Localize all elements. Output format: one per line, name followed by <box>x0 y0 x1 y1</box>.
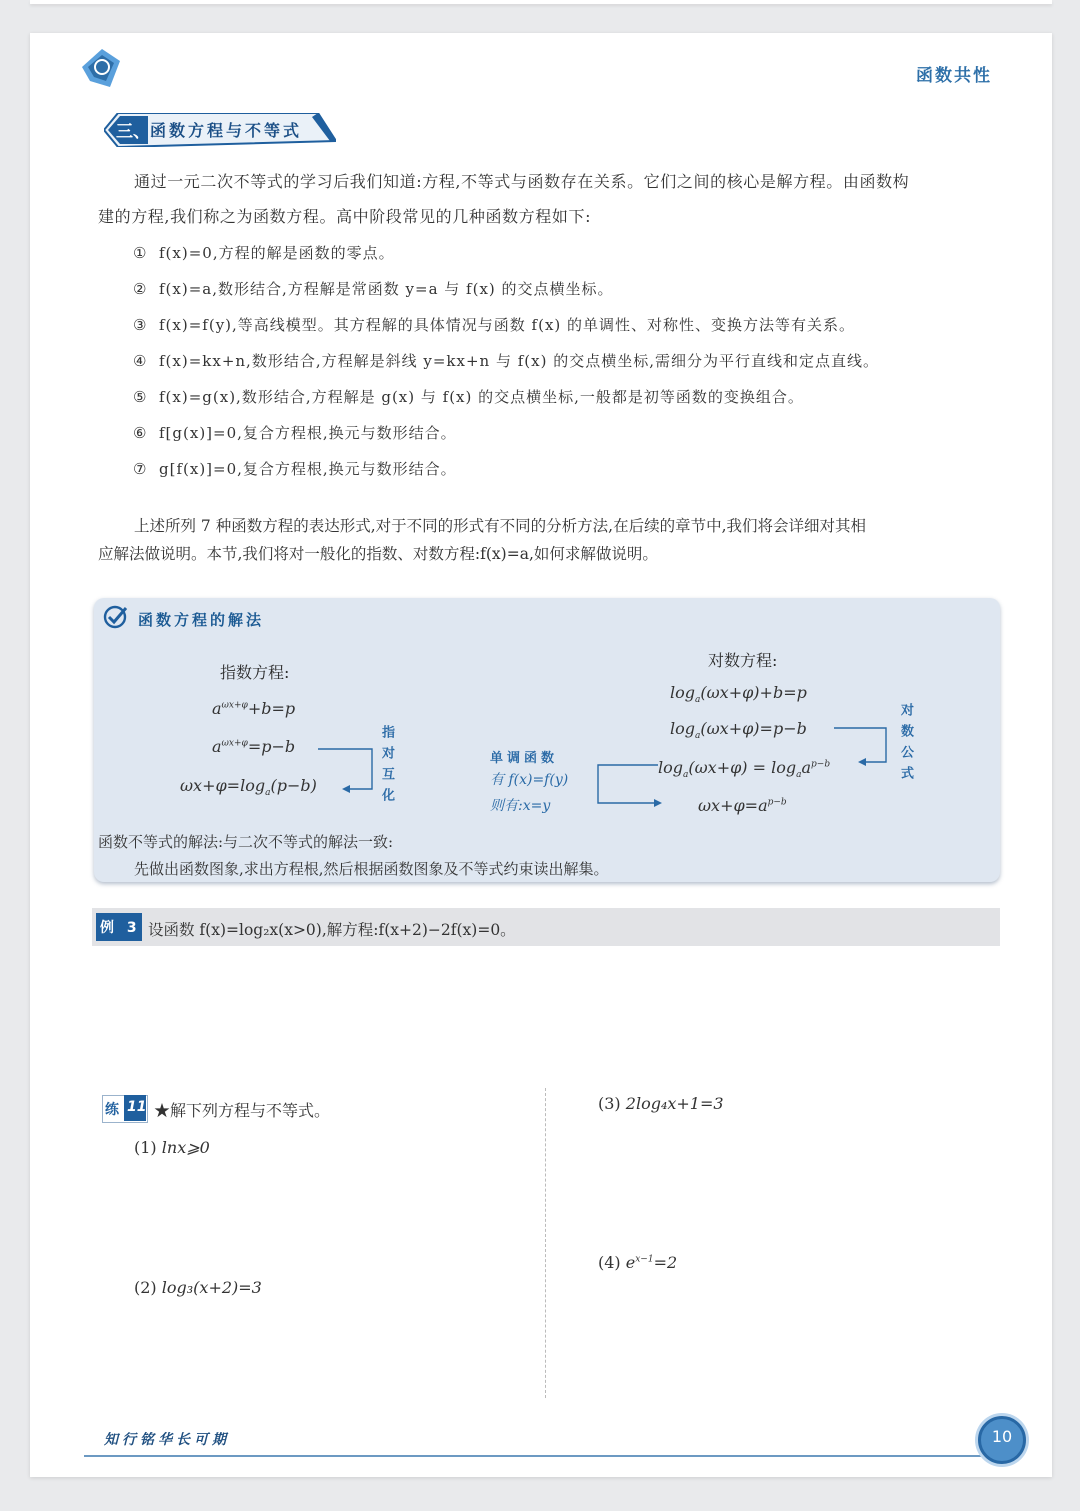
log-eq-4: $\omega x+\varphi=a^{p-b}$ <box>698 796 787 815</box>
footer-line <box>84 1455 984 1457</box>
intro-line-1: 通过一元二次不等式的学习后我们知道:方程,不等式与函数存在关系。它们之间的核心是解方程。由函数构 <box>134 172 910 191</box>
previous-page-edge <box>30 0 1052 4</box>
practice-item-4: (4) $e^{x-1}=2$ <box>598 1253 678 1272</box>
list-item: ⑦ g[f(x)]=0,复合方程根,换元与数形结合。 <box>133 460 457 478</box>
practice-item-2: (2) log₃(x+2)=3 <box>134 1278 262 1297</box>
log-eq-2: $\log_a(\omega x+\varphi)=p-b$ <box>670 719 807 742</box>
mid-line-1: 单调函数 <box>490 751 559 766</box>
intro-line-2: 建的方程,我们称之为函数方程。高中阶段常见的几种函数方程如下: <box>98 207 592 226</box>
practice-badge-left: 练 <box>105 1102 119 1118</box>
method-box-title: 函数方程的解法 <box>138 611 265 629</box>
mid-line-3: 则有:x=y <box>490 798 551 814</box>
exp-eq-3: $\omega x+\varphi=\log_a(p-b)$ <box>180 776 317 799</box>
practice-item-3: (3) 2log₄x+1=3 <box>598 1094 724 1113</box>
list-item: ② f(x)=a,数形结合,方程解是常函数 y=a 与 f(x) 的交点横坐标。 <box>133 280 614 298</box>
footer-slogan: 知行铭华长可期 <box>104 1432 230 1448</box>
practice-item-1: (1) lnx⩾0 <box>134 1138 210 1157</box>
example-badge-label: 例 3 <box>100 920 141 936</box>
list-item: ③ f(x)=f(y),等高线模型。其方程解的具体情况与函数 f(x) 的单调性、对称性、变换方法等有关系。 <box>133 316 856 334</box>
exp-eq-2: $a^{\omega x+\varphi}=p-b$ <box>212 737 296 756</box>
inequality-line-2: 先做出函数图象,求出方程根,然后根据函数图象及不等式约束读出解集。 <box>134 860 609 878</box>
mid-line-2: 有 f(x)=f(y) <box>490 772 569 788</box>
list-item: ④ f(x)=kx+n,数形结合,方程解是斜线 y=kx+n 与 f(x) 的交点横坐标,需细分为平行直线和定点直线。 <box>133 352 879 370</box>
exp-arrow <box>316 747 376 797</box>
exp-eq-1: $a^{\omega x+\varphi}+b=p$ <box>212 699 296 718</box>
mid-arrow <box>596 763 666 809</box>
chapter-header: 函数共性 <box>916 66 992 86</box>
section-title: 函数方程与不等式 <box>150 121 303 140</box>
log-side-label: 对数公式 <box>898 703 913 787</box>
log-heading: 对数方程: <box>708 651 778 670</box>
page-number: 10 <box>991 1427 1013 1446</box>
check-circle-icon <box>102 604 128 630</box>
list-item: ⑥ f[g(x)]=0,复合方程根,换元与数形结合。 <box>133 424 457 442</box>
exp-side-label: 指对互化 <box>379 725 394 809</box>
column-divider <box>545 1088 546 1398</box>
log-eq-1: $\log_a(\omega x+\varphi)+b=p$ <box>670 683 807 706</box>
list-item: ⑤ f(x)=g(x),数形结合,方程解是 g(x) 与 f(x) 的交点横坐标,一般都是初等函数的变换组合。 <box>133 388 804 406</box>
practice-title: ★解下列方程与不等式。 <box>154 1101 331 1120</box>
example-text: 设函数 f(x)=log₂x(x>0),解方程:f(x+2)−2f(x)=0。 <box>148 921 516 939</box>
section-number: 三、 <box>116 122 150 142</box>
log-eq-3: $\log_a(\omega x+\varphi) = \log_aa^{p-b}$ <box>658 758 831 781</box>
summary-line-1: 上述所列 7 种函数方程的表达形式,对于不同的形式有不同的分析方法,在后续的章节中,我们将会详细对其相 <box>134 517 866 535</box>
list-item: ① f(x)=0,方程的解是函数的零点。 <box>133 244 395 262</box>
document-page <box>30 33 1052 1477</box>
log-arrow <box>832 726 892 768</box>
exp-heading: 指数方程: <box>220 663 290 682</box>
inequality-line-1: 函数不等式的解法:与二次不等式的解法一致: <box>98 833 394 851</box>
practice-badge-right: 11 <box>127 1099 147 1115</box>
summary-line-2: 应解法做说明。本节,我们将对一般化的指数、对数方程:f(x)=a,如何求解做说明。 <box>98 545 658 563</box>
book-logo-icon <box>80 45 124 89</box>
